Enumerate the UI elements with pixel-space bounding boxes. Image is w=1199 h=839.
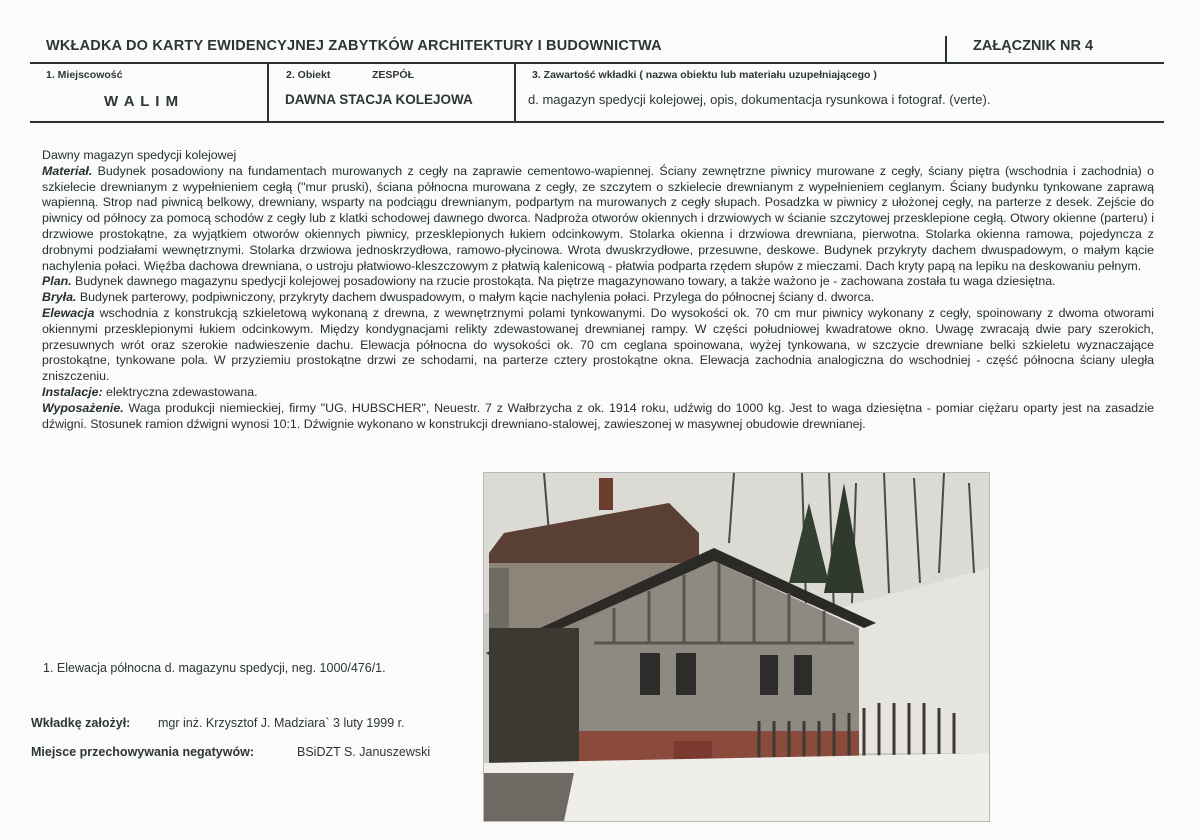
section-heading: Elewacja — [42, 305, 95, 320]
field-divider-1 — [267, 63, 269, 123]
section-material — [42, 164, 1154, 275]
section-text: Waga produkcji niemieckiej, firmy "UG. HUBSCHER", Neuestr. 7 z Wałbrzycha z ok. 1914 roku, udźwig do 1000 kg. Jest to waga dziesiętna - pomiar ciężaru oparty jest na zasadzie dźwigni. Stosunek ramion dźwigni wynosi 10:1. Dźwignie wykonano w konstrukcji drewniano-stalowej, zawieszonej w masywnej obudowie drewnianej. — [42, 400, 1154, 431]
header-rule-bottom — [30, 121, 1164, 123]
contents-label: 3. Zawartość wkładki ( nazwa obiektu lub materiału uzupełniającego ) — [532, 69, 877, 81]
locality-value: W A L I M — [104, 93, 180, 110]
author-label: Wkładkę założył: — [31, 716, 131, 730]
section-massing — [42, 290, 1154, 306]
contents-value: d. magazyn spedycji kolejowej, opis, dokumentacja rysunkowa i fotograf. (verte). — [528, 92, 991, 107]
section-elevation — [42, 306, 1154, 385]
section-heading: Plan. — [42, 274, 72, 289]
field-divider-2 — [514, 63, 516, 123]
section-installations — [42, 385, 1154, 401]
section-text: Budynek posadowiony na fundamentach murowanych z cegły na zaprawie cementowo-wapiennej. Ściany zewnętrzne piwnicy murowane z cegły, ściany piętra (wschodnia i zachodnia) o szkielecie drewnianym z wypełnieniem cegłą ("mur pruski), ściana północna murowana z cegły, ze szczytem o szkielecie drewnianym z wypełnieniem ceglanym. Ściany budynku tynkowane zaprawą wapienną. Strop nad piwnicą belkowy, drewniany, wsparty na podciągu drewnianym, podpartym na murowanych z cegły słupach. Posadzka w piwnicy z ułożonej cegły, na parterze z desek. Zejście do piwnicy od północy za pomocą schodów z cegły lub z klatki schodowej dawnego dworca. Nadproża otworów okiennych i drzwiowych w ścianie szczytowej przesklepione cegłą. Otwory okienne (parteru) i drzwiowe prostokątne, za wyjątkiem otworów okiennych piwnicy, przesklepionych łukiem odcinkowym. Stolarka okienna i drzwiowa drewniana, pierwotna. Stolarka okienna ramowa, pojedyncza z drobnymi podziałami wewnętrznymi. Stolarka drzwiowa jednoskrzydłowa, ramowo-płycinowa. Wrota dwuskrzydłowe, przesuwne, deskowe. Budynek przykryty dachem dwuspadowym, o małym kącie nachylenia połaci. Więźba dachowa drewniana, o ustroju płatwiowo-kleszczowym z płatwią kalenicową - płatwia podparta rzędem słupów z mieczami. Dach kryty papą na lepiku na deskowaniu pełnym. — [42, 163, 1154, 273]
header-divider — [945, 36, 947, 62]
photo-caption: 1. Elewacja północna d. magazynu spedycji, neg. 1000/476/1. — [43, 661, 386, 675]
object-sublabel: ZESPÓŁ — [372, 69, 415, 81]
negatives-label: Miejsce przechowywania negatywów: — [31, 745, 254, 759]
section-heading: Wyposażenie. — [42, 400, 124, 415]
section-heading: Materiał. — [42, 163, 93, 178]
section-equipment — [42, 401, 1154, 433]
section-plan — [42, 274, 1154, 290]
description-title: Dawny magazyn spedycji kolejowej — [42, 148, 237, 162]
negatives-value: BSiDZT S. Januszewski — [297, 745, 431, 759]
object-label: 2. Obiekt — [286, 69, 331, 81]
annex-number: ZAŁĄCZNIK NR 4 — [973, 38, 1094, 54]
section-text: elektryczna zdewastowana. — [102, 384, 258, 399]
author-value: mgr inż. Krzysztof J. Madziara` 3 luty 1999 r. — [158, 716, 405, 730]
header-title: WKŁADKA DO KARTY EWIDENCYJNEJ ZABYTKÓW ARCHITEKTURY I BUDOWNICTWA — [46, 38, 662, 54]
locality-label: 1. Miejscowość — [46, 69, 123, 81]
section-text: Budynek parterowy, podpiwniczony, przykryty dachem dwuspadowym, o małym kącie nachylenia połaci. Przylega do północnej ściany d. dworca. — [76, 290, 875, 305]
header-rule-top — [30, 62, 1164, 64]
building-photo — [483, 472, 990, 822]
section-text: wschodnia z konstrukcją szkieletową wykonaną z drewna, z wewnętrznymi polami tynkowanymi. Do wysokości ok. 70 cm mur piwnicy wykonany z cegły, spoinowany z dwoma otworami okiennymi przesklepionymi łukiem odcinkowym. Między kondygnacjami relikty zdewastowanej drewnianej rampy. W części południowej kwadratowe okno. Uwagę zwracają dwie pary szerokich, przesuwnych wrót oraz szerokie nadwieszenie dachu. Elewacja północna do wysokości ok. 70 cm ceglana spoinowana, wyżej tynkowana, w szczycie drewniane belki szkieletu wyznaczające prostokątne, tynkowane pola. W przyziemiu prostokątne drzwi ze schodami, na parterze cztery prostokątne okna. Elewacja zachodnia analogiczna do wschodniej - część północna ściany uległa zniszczeniu. — [42, 305, 1154, 384]
section-heading: Bryła. — [42, 290, 77, 305]
section-heading: Instalacje: — [42, 384, 103, 399]
description-block — [42, 148, 1154, 432]
object-value: DAWNA STACJA KOLEJOWA — [285, 92, 473, 107]
section-text: Budynek dawnego magazynu spedycji kolejowej posadowiony na rzucie prostokąta. Na piętrze magazynowano towary, a także ważono je - zachowana została tu waga dziesiętna. — [71, 274, 1056, 289]
